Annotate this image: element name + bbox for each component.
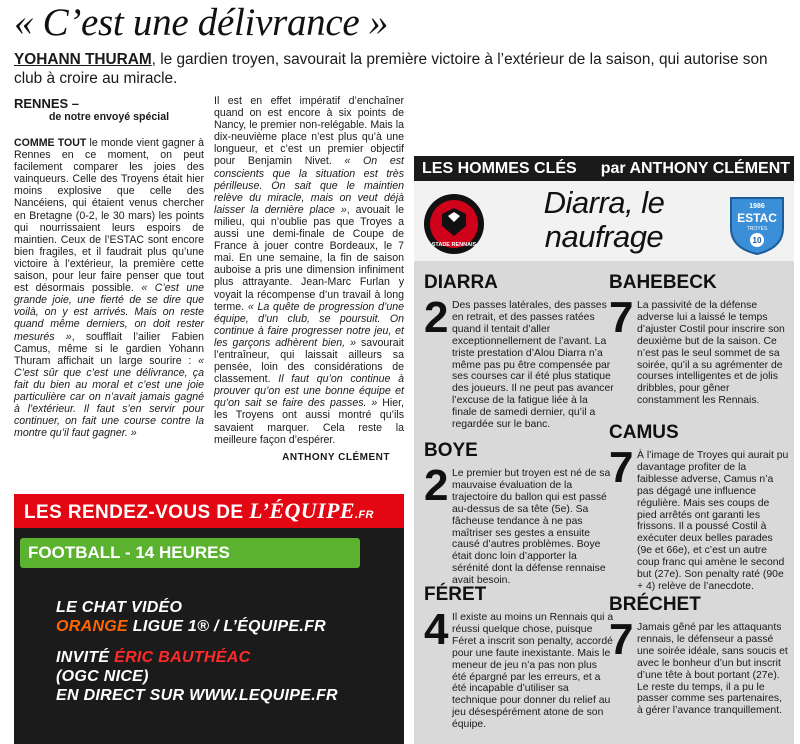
standfirst xyxy=(14,50,784,88)
box-header-left: LES HOMMES CLÉS xyxy=(422,160,577,177)
ad-header xyxy=(14,494,404,528)
player-diarra xyxy=(424,272,614,431)
player-comment: Jamais gêné par les attaquants rennais, le défenseur a passé une soirée idéale, sans soucis et avec le bonheur d’un but inscrit d’une tête à bout portant (27e). Le reste du temps, il a pu le passer comme ses partenaires, à gérer l’avance tranquillement. xyxy=(637,622,788,717)
article-quote: « C’est sûr que c’est une délivrance, ça fait du bien au moral et c’est une joie particulière car on n’avait jamais gagné à l’extérieur. Il faut s’en servir pour continuer, on fait une course contre la montre qu’il faut gagner. » xyxy=(14,354,204,440)
dateline-sub: de notre envoyé spécial xyxy=(48,111,170,123)
article-text: , soufflait l’ailier Fabien Camus, même si le gardien Yohann Thuram affichait un large sourire : xyxy=(14,330,204,367)
player-feret xyxy=(424,584,614,731)
crest-troyes-year: 1986 xyxy=(749,203,765,210)
standfirst-name: YOHANN THURAM xyxy=(14,51,152,68)
player-name: BRÉCHET xyxy=(609,594,701,615)
player-comment: La passivité de la défense adverse lui a laissé le temps d’ajuster Costil pour inscrire son deuxième but de la saison. Ce n’est pas le seul sommet de sa soirée, qu’il a su agrémenter de courses intelligentes et de jolis dribbles, pour gêner constamment les Rennais. xyxy=(637,300,785,407)
player-boye xyxy=(424,440,614,587)
ad-header-text: LES RENDEZ-VOUS DE xyxy=(24,502,250,523)
lequipe-ad[interactable] xyxy=(14,494,404,744)
player-name: CAMUS xyxy=(609,422,679,443)
player-comment: Il existe au moins un Rennais qui a réussi quelque chose, puisque Féret a inscrit son penalty, accordé pour une faute inexistante. Mais le meneur de jeu n’a pas non plus été épargné par les erreurs, et a été incapable d’utiliser sa technique pour donner du relief au jeu désespérément atone de son équipe. xyxy=(452,612,614,731)
article-column-2 xyxy=(214,95,404,464)
byline: ANTHONY CLÉMENT xyxy=(282,451,390,463)
box-header-band xyxy=(414,156,794,181)
standfirst-text: , le gardien troyen, savourait la première victoire à l’extérieur de la saison, qui autorise son club à croire au miracle. xyxy=(14,51,768,87)
article-text: Il est en effet impératif d’enchaîner quand on est encore à six points de Nancy, le premier non-relégable. Mais la dix-neuvième place n’est plus qu’à une longueur, et c’est un premier objectif pour Benjamin Nivet. xyxy=(214,95,404,168)
player-bahebeck xyxy=(609,272,789,407)
ad-guest-prefix: INVITÉ xyxy=(56,649,115,666)
dateline-city: RENNES – xyxy=(14,96,80,111)
ad-football-banner: FOOTBALL - 14 HEURES xyxy=(20,538,360,568)
article-quote: « La quête de progression d’une équipe, d’un club, se poursuit. On continue à faire progresser notre jeu, et les garçons adhèrent bien, » xyxy=(214,300,404,349)
crest-troyes-label: ESTAC xyxy=(737,211,777,225)
player-comment: Le premier but troyen est né de sa mauvaise évaluation de la trajectoire du ballon qui est passé au-dessus de sa tête (5e). Sa fâcheuse tendance à ne pas maîtriser ses gestes a ensuite causé d’autres problèmes. Boye était donc loin d’apporter la sérénité dont la défense rennaise avait besoin. xyxy=(452,468,611,587)
player-brechet xyxy=(609,594,789,717)
player-comment: À l’image de Troyes qui aurait pu davantage profiter de la faiblesse adverse, Camus n’a pas dégagé une influence régulière. Mais ses coups de pied arrêtés ont garanti les frissons. Il a poussé Costil à exécuter deux belles parades (9e et 66e), et c’est un autre coup franc qui amène le second but (27e). Son penalty raté (90e + 4) relève de l’anecdote. xyxy=(637,450,789,592)
ad-line-chat: LE CHAT VIDÉO xyxy=(56,599,183,616)
ad-orange-text: ORANGE xyxy=(56,618,129,635)
player-rating: 2 xyxy=(424,461,449,510)
ad-line-guest xyxy=(56,648,250,667)
article-column-1 xyxy=(14,137,204,439)
article-quote: « On est conscients que la situation est très périlleuse. On sait que le maintien relève du miracle, mais on veut déjà laisser la dernière place » xyxy=(214,155,404,216)
ad-line-url[interactable]: EN DIRECT SUR WWW.LEQUIPE.FR xyxy=(56,687,338,704)
article-quote: « C’est une grande joie, une fierté de se dire que voilà, on y est arrivés. Mais on reste quand même derniers, on doit rester mesurés » xyxy=(14,282,205,343)
player-name: DIARRA xyxy=(424,272,498,293)
player-name: BOYE xyxy=(424,440,478,461)
player-rating: 7 xyxy=(609,443,634,492)
ad-brand-logo: L’ÉQUIPE xyxy=(249,498,355,523)
article-text: , avouait le milieu, qui n’oublie pas que Troyes a aussi une demi-finale de Coupe de France à jouer contre Bordeaux, le 7 mai. En une semaine, la fin de saison auboise a pris une dimension infiniment plus attrayante. Jean-Marc Furlan y voyait la récompense d’un travail à long terme. xyxy=(214,203,404,313)
player-name: FÉRET xyxy=(424,584,487,605)
ad-brand-suffix: .FR xyxy=(354,509,374,521)
headline: « C’est une délivrance » xyxy=(14,1,389,44)
key-players-box xyxy=(414,156,794,744)
ad-line-partner xyxy=(56,617,326,636)
ad-partner-text: LIGUE 1® / L’ÉQUIPE.FR xyxy=(128,618,327,635)
article-text: le monde vient gagner à Rennes en ce moment, on peut facilement comparer les joies des vainqueurs. Celle des Troyens était hier moins explosive que celle des Nancéiens, qui étaient venus chercher en Bretagne (0-2, le 30 mars) les points qui nourrissaient leurs espoirs de maintien. Ceux de l’ESTAC sont encore bien fragiles, et il faudrait plus qu’une victoire à l’extérieur, la première cette saison, pour leur faire penser que tout est désormais possible. xyxy=(14,137,204,295)
article-text: savourait l’entraîneur, qui laissait ailleurs sa pensée, loin des considérations de classement. xyxy=(214,336,404,386)
player-camus xyxy=(609,422,789,593)
box-title: Diarra, le naufrage xyxy=(543,185,665,254)
player-rating: 7 xyxy=(609,293,634,342)
player-rating: 2 xyxy=(424,293,449,342)
ad-guest-name: ÉRIC BAUTHÉAC xyxy=(114,649,251,666)
article-lead: COMME TOUT xyxy=(14,137,87,149)
crest-troyes-num: 10 xyxy=(752,236,762,245)
article-text: Hier, les Troyens ont aussi montré qu’ils savaient marquer. Cela reste la meilleure façon d’espérer. xyxy=(214,397,404,446)
ad-line-club: (OGC NICE) xyxy=(56,668,149,685)
box-header-right: par ANTHONY CLÉMENT xyxy=(600,160,791,177)
player-rating: 4 xyxy=(424,605,449,654)
rennes-crest-icon xyxy=(422,192,486,261)
troyes-crest-icon xyxy=(727,192,787,261)
player-rating: 7 xyxy=(609,615,634,664)
player-name: BAHEBECK xyxy=(609,272,717,293)
article-quote: Il faut qu’on continue à prouver qu’on est une bonne équipe et qu’on sait se faire des passes. » xyxy=(214,373,405,410)
crest-troyes-sub: TROYES xyxy=(746,226,768,232)
player-comment: Des passes latérales, des passes en retrait, et des passes ratées quand il tentait d’aller exceptionnellement de l’avant. La triste prestation d’Alou Diarra n’a même pas pu être compensée par ses courses car il été plus statique des joueurs. Il ne peut pas avancer l’excuse de la fatigue liée à la finale de samedi dernier, qu’il a regardée sur le banc. xyxy=(452,300,614,431)
dateline xyxy=(14,96,204,123)
crest-rennes-label: STADE RENNAIS xyxy=(431,242,477,248)
